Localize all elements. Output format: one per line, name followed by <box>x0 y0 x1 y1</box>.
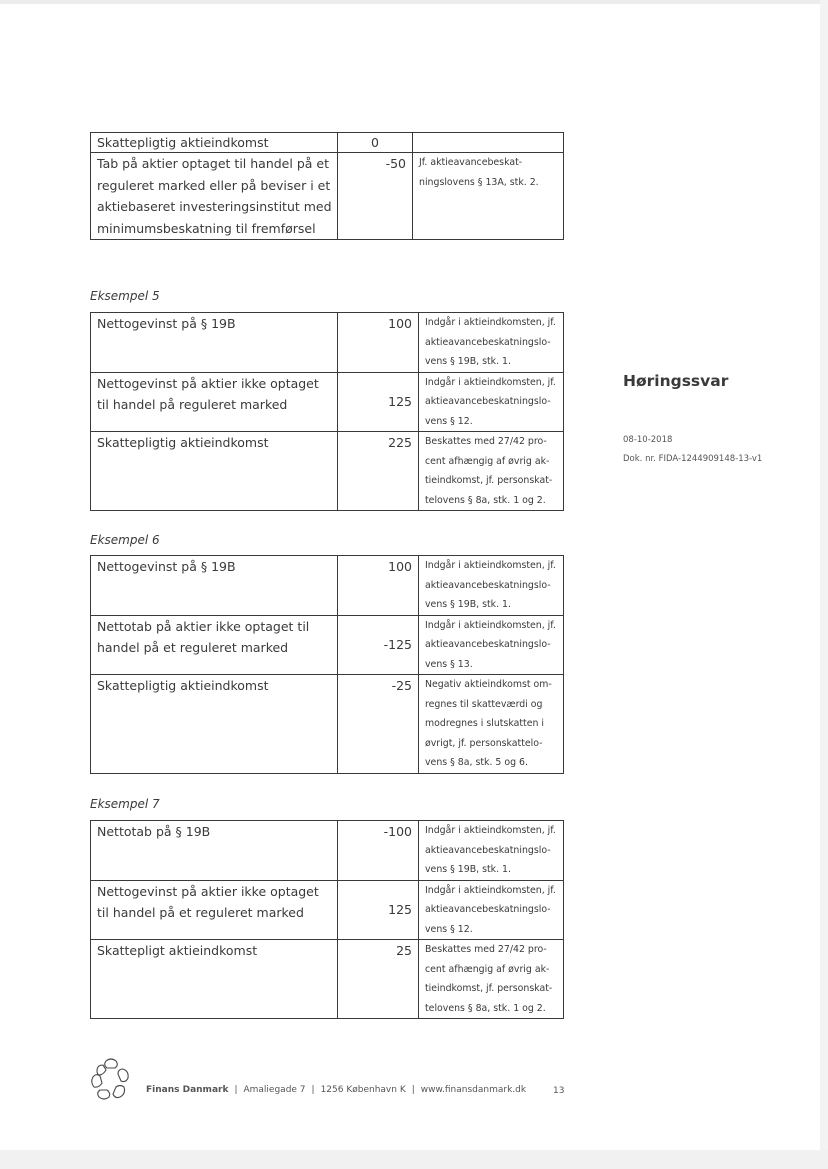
table-row <box>91 821 564 881</box>
example-caption: Eksempel 6 <box>90 533 160 547</box>
table-row <box>91 372 564 432</box>
row-amount: 100 <box>338 556 419 616</box>
row-label: Nettogevinst på § 19B <box>91 556 338 616</box>
tax-table-example-7 <box>90 820 564 1019</box>
row-label: Nettotab på § 19B <box>91 821 338 881</box>
row-amount: -25 <box>338 675 419 774</box>
table-row <box>91 940 564 1019</box>
row-label: Skattepligtig aktieindkomst <box>91 432 338 511</box>
row-label: Nettogevinst på aktier ikke optaget til handel på reguleret marked <box>91 372 338 432</box>
row-note: Indgår i aktieindkomsten, jf. aktieavancebeskatningslo- vens § 19B, stk. 1. <box>419 556 564 616</box>
row-note: Indgår i aktieindkomsten, jf. aktieavancebeskatningslo- vens § 12. <box>419 372 564 432</box>
row-note <box>413 133 564 153</box>
footer-address: Amaliegade 7 <box>243 1085 306 1095</box>
footer-brand: Finans Danmark <box>146 1085 229 1095</box>
document-type-title: Høringssvar <box>623 372 729 390</box>
row-note: Beskattes med 27/42 pro- cent afhængig af øvrig ak- tieindkomst, jf. personskat- telovens § 8a, stk. 1 og 2. <box>419 432 564 511</box>
footer-website-link[interactable]: www.finansdanmark.dk <box>420 1085 527 1095</box>
row-note: Beskattes med 27/42 pro- cent afhængig af øvrig ak- tieindkomst, jf. personskat- telovens § 8a, stk. 1 og 2. <box>419 940 564 1019</box>
row-amount: 225 <box>338 432 419 511</box>
table-row <box>91 133 564 153</box>
table-row <box>91 432 564 511</box>
page-number: 13 <box>553 1086 565 1096</box>
row-amount: 125 <box>338 372 419 432</box>
row-note: Indgår i aktieindkomsten, jf. aktieavancebeskatningslo- vens § 13. <box>419 615 564 675</box>
document-date: 08-10-2018 <box>623 435 673 445</box>
tax-table-example-6 <box>90 555 564 774</box>
row-label: Skattepligtig aktieindkomst <box>91 675 338 774</box>
row-label: Nettogevinst på aktier ikke optaget til handel på et reguleret marked <box>91 880 338 940</box>
row-amount: -125 <box>338 615 419 675</box>
table-row <box>91 675 564 774</box>
row-amount: -100 <box>338 821 419 881</box>
table-row <box>91 313 564 373</box>
row-amount: 25 <box>338 940 419 1019</box>
row-label: Skattepligt aktieindkomst <box>91 940 338 1019</box>
document-number: Dok. nr. FIDA-1244909148-13-v1 <box>623 454 763 464</box>
row-amount: 125 <box>338 880 419 940</box>
tax-table-continuation <box>90 132 564 240</box>
right-edge <box>820 0 828 1169</box>
row-label: Nettogevinst på § 19B <box>91 313 338 373</box>
footer: Finans Danmark | Amaliegade 7 | 1256 København K | www.finansdanmark.dk <box>146 1085 527 1095</box>
row-note: Indgår i aktieindkomsten, jf. aktieavancebeskatningslo- vens § 19B, stk. 1. <box>419 821 564 881</box>
row-amount: 0 <box>338 133 413 153</box>
row-amount: -50 <box>338 153 413 240</box>
table-row <box>91 153 564 240</box>
row-note: Indgår i aktieindkomsten, jf. aktieavancebeskatningslo- vens § 12. <box>419 880 564 940</box>
table-row <box>91 880 564 940</box>
table-row <box>91 556 564 616</box>
table-row <box>91 615 564 675</box>
example-caption: Eksempel 5 <box>90 289 160 303</box>
row-note: Negativ aktieindkomst om- regnes til skatteværdi og modregnes i slutskatten i øvrigt, jf. personskattelo- vens § 8a, stk. 5 og 6. <box>419 675 564 774</box>
row-amount: 100 <box>338 313 419 373</box>
row-note: Indgår i aktieindkomsten, jf. aktieavancebeskatningslo- vens § 19B, stk. 1. <box>419 313 564 373</box>
example-caption: Eksempel 7 <box>90 797 160 811</box>
row-label: Tab på aktier optaget til handel på et reguleret marked eller på beviser i et aktiebaseret investeringsinstitut med minimumsbeskatning til fremførsel <box>91 153 338 240</box>
row-note: Jf. aktieavancebeskat- ningslovens § 13A, stk. 2. <box>413 153 564 240</box>
footer-city: 1256 København K <box>320 1085 406 1095</box>
top-edge <box>0 0 828 4</box>
row-label: Nettotab på aktier ikke optaget til handel på et reguleret marked <box>91 615 338 675</box>
tax-table-example-5 <box>90 312 564 511</box>
finans-danmark-logo-icon <box>88 1057 134 1103</box>
bottom-edge <box>0 1150 828 1169</box>
row-label: Skattepligtig aktieindkomst <box>91 133 338 153</box>
